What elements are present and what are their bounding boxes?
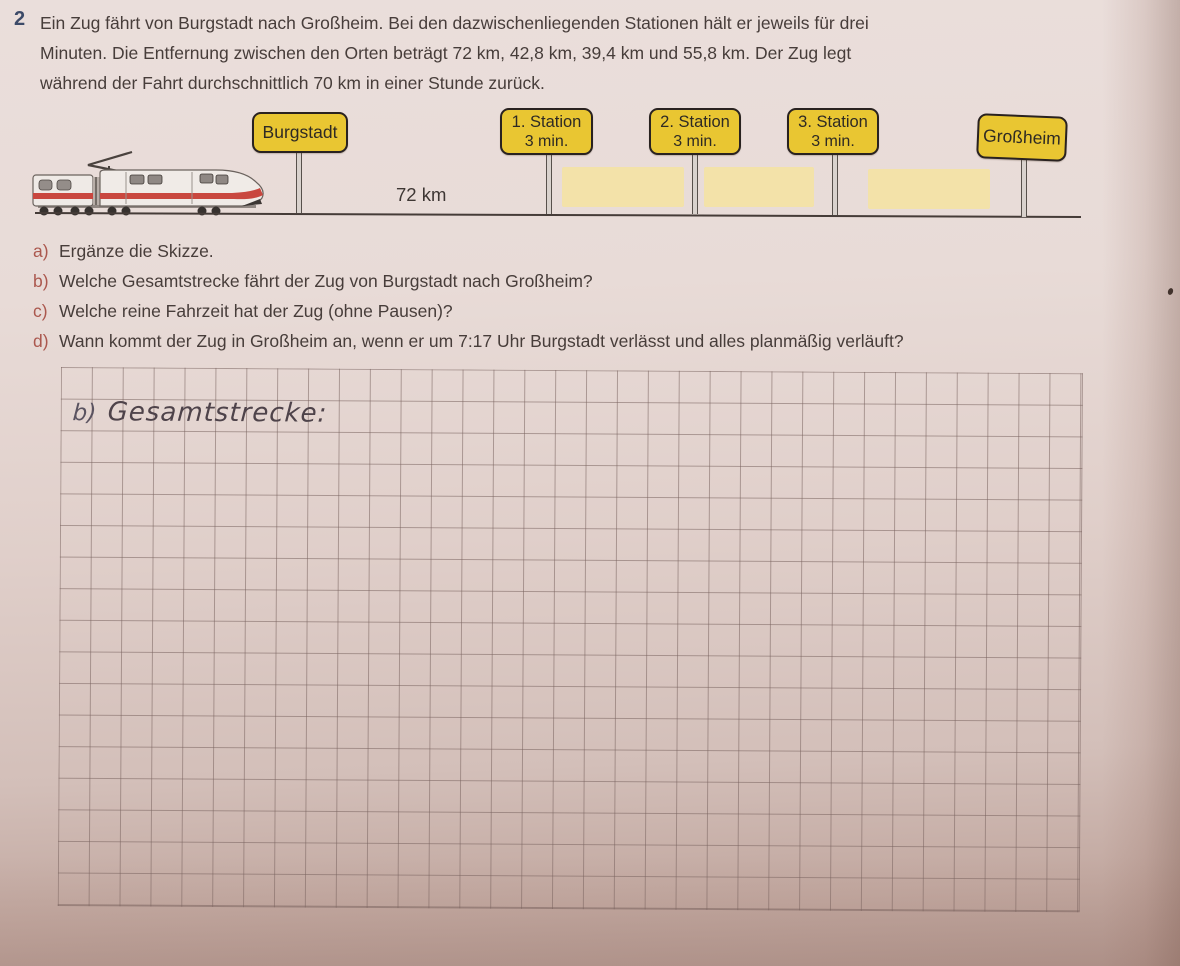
question-text: Welche Gesamtstrecke fährt der Zug von Burgstadt nach Großheim? [59,271,593,291]
question-label: b) [33,271,49,291]
sign-burgstadt: Burgstadt [252,112,348,153]
blank-distance-box [562,167,684,207]
sign-post [1021,159,1027,217]
question-b [33,271,593,292]
question-c [33,301,453,322]
sign-station-3: 3. Station 3 min. [787,108,879,155]
question-label: a) [33,241,49,261]
question-text: Wann kommt der Zug in Großheim an, wenn er um 7:17 Uhr Burgstadt verlässt und alles planmäßig verläuft? [59,331,904,351]
sign-grossheim: Großheim [976,113,1068,162]
handwritten-answer-text: Gesamtstrecke: [106,397,329,429]
squared-grid [58,367,1083,912]
question-text: Ergänze die Skizze. [59,241,214,261]
sign-post [692,154,698,214]
sign-post [296,151,302,213]
question-label: c) [33,301,48,321]
page-bottom-shadow [0,856,1180,966]
question-a [33,241,214,262]
sign-station-1: 1. Station 3 min. [500,108,593,155]
task-text-line: Minuten. Die Entfernung zwischen den Orten beträgt 72 km, 42,8 km, 39,4 km und 55,8 km. Der Zug legt [40,43,852,63]
task-number: 2 [14,8,26,30]
question-text: Welche reine Fahrzeit hat der Zug (ohne Pausen)? [59,301,453,321]
handwritten-answer-label: b) [71,400,98,427]
train-illustration [30,142,265,220]
question-label: d) [33,331,49,351]
blank-distance-box [704,167,814,207]
sign-station-2: 2. Station 3 min. [649,108,741,155]
blank-distance-box [868,169,990,209]
train-route-sketch [0,0,1180,250]
sign-post [832,154,838,215]
question-d [33,331,904,352]
page-edge-shadow [1102,0,1180,966]
task-text-line: Ein Zug fährt von Burgstadt nach Großheim. Bei den dazwischenliegenden Stationen hält er jeweils für drei [40,13,869,33]
sign-post [546,154,552,214]
distance-label-72km: 72 km [396,184,447,205]
task-text-line: während der Fahrt durchschnittlich 70 km in einer Stunde zurück. [40,73,545,93]
